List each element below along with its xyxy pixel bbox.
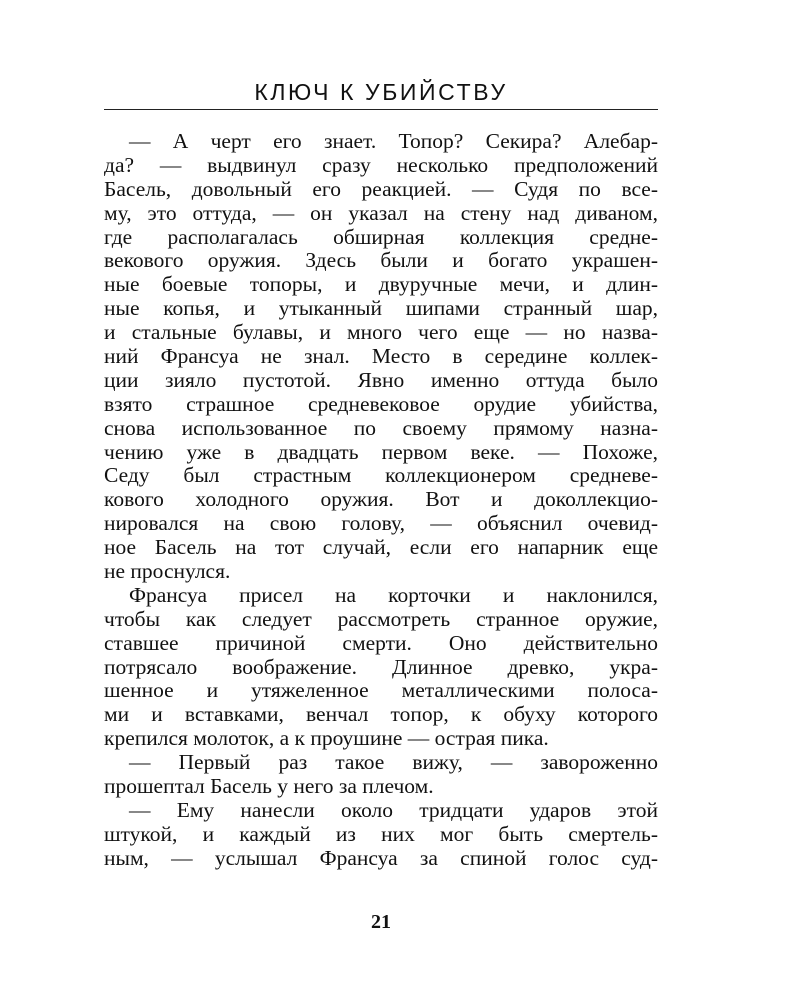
text-line: да? — выдвинул сразу несколько предположений [104,152,658,177]
text-line: векового оружия. Здесь были и богато украшен- [104,248,658,273]
text-line: ное Басель на тот случай, если его напарник еще [104,535,658,560]
text-line: потрясало воображение. Длинное древко, укра- [104,654,658,679]
text-line: нировался на свою голову, — объяснил очевид- [104,511,658,536]
text-line: — А черт его знает. Топор? Секира? Алебар- [129,129,658,153]
body-text [104,130,658,871]
text-line: чтобы как следует рассмотреть странное оружие, [104,606,658,631]
text-line: Франсуа присел на корточки и наклонился, [129,582,658,607]
text-line: ний Франсуа не знал. Место в середине коллек- [104,344,658,369]
text-line: ции зияло пустотой. Явно именно оттуда было [104,367,658,392]
text-line: ми и вставками, венчал топор, к обуху которого [104,702,658,727]
text-line: ные боевые топоры, и двуручные мечи, и длин- [104,272,658,297]
text-line: прошептал Басель у него за плечом. [104,774,434,799]
text-line: где располагалась обширная коллекция средне- [104,224,658,249]
text-line: му, это оттуда, — он указал на стену над диваном, [104,200,658,225]
text-line: снова использованное по своему прямому назна- [104,415,658,440]
text-line: Басель, довольный его реакцией. — Судя по все- [104,176,658,201]
text-line: ные копья, и утыканный шипами странный шар, [104,296,658,321]
text-line: — Ему нанесли около тридцати ударов этой [129,797,658,822]
text-line: ным, — услышал Франсуа за спиной голос суд- [104,845,658,870]
running-title: КЛЮЧ К УБИЙСТВУ [254,79,508,105]
text-line: Седу был страстным коллекционером средневе- [104,463,658,488]
text-line: крепился молоток, а к проушине — острая пика. [104,726,549,751]
text-line: ставшее причиной смерти. Оно действительно [104,630,658,655]
text-line: взято страшное средневековое орудие убийства, [104,391,658,416]
text-line: кового холодного оружия. Вот и доколлекцио- [104,487,658,512]
text-line: чению уже в двадцать первом веке. — Похоже, [104,439,658,464]
text-line: — Первый раз такое вижу, — завороженно [129,750,658,775]
text-line: шенное и утяжеленное металлическими полоса- [104,678,658,703]
page-number: 21 [371,911,391,933]
text-line: не проснулся. [104,559,231,584]
text-line: штукой, и каждый из них мог быть смертель- [104,821,658,846]
header-rule [104,109,658,110]
text-line: и стальные булавы, и много чего еще — но назва- [104,320,658,345]
